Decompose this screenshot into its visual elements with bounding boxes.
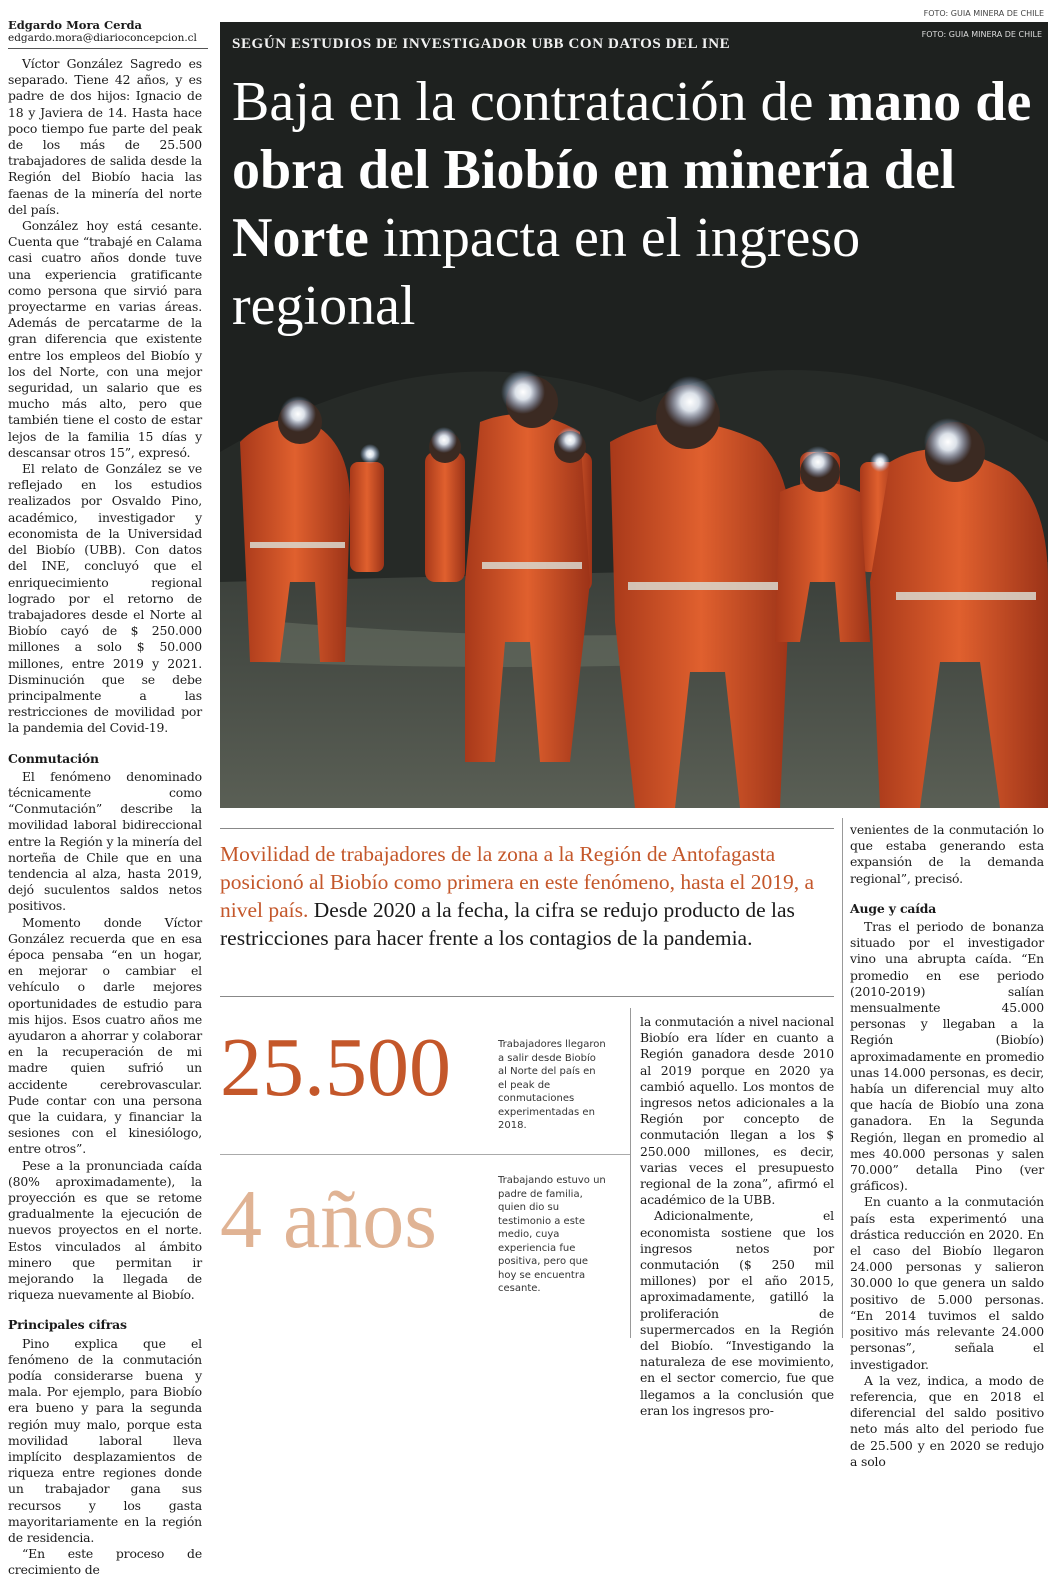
column-rule: [842, 818, 843, 1338]
paragraph: venientes de la conmutación lo que estaba generando esta expansión de la demanda regional”, precisó.: [850, 822, 1044, 886]
stat-caption-2: Trabajando estuvo un padre de familia, quien dio su testimonio a este medio, cuya experiencia fue positiva, pero que hoy se encuentra cesante.: [498, 1175, 606, 1294]
paragraph: Momento donde Víctor González recuerda que en esa época pensaba “en un hogar, en mejorar o cambiar el vehículo o darle mejores oportunidades de estudio para mis hijos. Esos cuatro años me ayudaron a ahorrar y colaborar en la recuperación de mi madre quien sufrió un accidente cerebrovascular. Pude contar con una persona que la cuidara, y financiar la sesiones con el kinesiólogo, entre otros”.: [8, 914, 202, 1157]
headline: [232, 68, 1032, 340]
lead-rest: Desde 2020 a la fecha, la cifra se redujo producto de las restricciones para hacer frente a los contagios de la pandemia.: [220, 898, 795, 950]
left-column: [8, 56, 202, 1579]
paragraph: En cuanto a la conmutación país esta experimentó una drástica reducción en 2020. En el caso del Biobío llegaron 24.000 personas y salieron 30.000 lo que genera un saldo positivo de 5.000 personas. “En 2014 tuvimos el saldo positivo más relevante 24.000 personas”, señala el investigador.: [850, 1194, 1044, 1372]
headline-bold: mano de obra del Biobío en minería del Norte: [232, 71, 1032, 269]
lead-deck: [220, 840, 832, 952]
kicker: SEGÚN ESTUDIOS DE INVESTIGADOR UBB CON DATOS DEL INE: [232, 36, 731, 52]
stat-divider: [220, 1154, 630, 1155]
author-email[interactable]: edgardo.mora@diarioconcepcion.cl: [8, 32, 208, 49]
headline-part-1: Baja en la contratación de: [232, 71, 814, 133]
right-column: [850, 822, 1044, 1470]
paragraph: El relato de González se ve reflejado en los estudios realizados por Osvaldo Pino, académico, investigador y economista de la Universidad del Biobío (UBB). Con datos del INE, concluyó que el enriquecimiento regional logrado por el retorno de trabajadores desde el Norte al Biobío cayó de $ 250.000 millones a solo $ 50.000 millones, entre 2019 y 2021. Disminución que se debe principalmente a las restricciones de movilidad por la pandemia del Covid-19.: [8, 461, 202, 736]
paragraph: “En este proceso de crecimiento de: [8, 1546, 202, 1578]
lead-top-rule: [220, 828, 834, 829]
paragraph: la conmutación a nivel nacional Biobío era líder en cuanto a Región ganadora desde 2010 al 2019 porque en 2020 ya cambió aquello. Los montos de ingresos netos adicionales a la Región por concepto de conmutación llegan a los $ 250.000 millones, es decir, varias veces el presupuesto regional de la zona”, afirmó el académico de la UBB.: [640, 1014, 834, 1208]
subheading-conmutacion: Conmutación: [8, 750, 99, 766]
stat-value-1: 25.500: [220, 1021, 451, 1114]
headline-part-2: impacta en el ingreso regional: [232, 207, 861, 337]
paragraph: El fenómeno denominado técnicamente como “Conmutación” describe la movilidad laboral bidireccional entre la Región y la minería del norteña de Chile que en una tendencia al alza, hasta 2019, dejó suculentos saldos netos positivos.: [8, 768, 202, 914]
column-rule: [630, 1008, 631, 1338]
lead-bottom-rule: [220, 996, 834, 997]
paragraph: A la vez, indica, a modo de referencia, que en 2018 el diferencial del saldo positivo neto más alto del periodo fue de 25.500 y en 2020 se redujo a solo: [850, 1372, 1044, 1469]
middle-column: [640, 1014, 834, 1419]
paragraph: González hoy está cesante. Cuenta que “trabajé en Calama casi cuatro años donde tuve una experiencia gratificante como persona que sirvió para proyectarme en varias áreas. Además de percatarme de la gran diferencia que existente entre los empleos del Biobío y los del Norte, con una mejor seguridad, un salario que es mucho más alto, pero que también tiene el costo de estar lejos de la familia 15 días y descansar otros 15”, expresó.: [8, 218, 202, 460]
byline: [8, 18, 208, 49]
stat-value-2: 4 años: [220, 1173, 437, 1266]
subheading-auge-y-caida: Auge y caída: [850, 900, 937, 916]
paragraph: Tras el periodo de bonanza situado por el investigador vino una abrupta caída. “En promedio en ese periodo (2010-2019) salían mensualmente 45.000 personas y llegaban a la Región (Biobío) aproximadamente en promedio unas 14.000 personas, es decir, había un diferencial muy alto que hacía de Biobío una zona ganadora. En la Segunda Región, llegan en promedio al mes 40.000 personas y salen 70.000” detalla Pino (ver gráficos).: [850, 919, 1044, 1194]
photo-credit: FOTO: GUIA MINERA DE CHILE: [921, 30, 1042, 39]
stat-caption-1: Trabajadores llegaron a salir desde Biobío al Norte del país en el peak de conmutaciones experimentadas en 2018.: [498, 1039, 606, 1131]
subheading-principales-cifras: Principales cifras: [8, 1317, 127, 1333]
paragraph: Víctor González Sagredo es separado. Tiene 42 años, y es padre de dos hijos: Ignacio de 18 y Javiera de 14. Hasta hace poco tiempo fue parte del peak de los más de 25.500 trabajadores de salida desde la Región del Biobío hacia las faenas de la minería del norte del país.: [8, 56, 202, 217]
paragraph: Pese a la pronunciada caída (80% aproximadamente), la proyección es que se retome gradualmente la ejecución de nuevos proyectos en el norte. Estos vinculados al ámbito minero que permitan ir mejorando la llegada de riqueza nuevamente al Biobío.: [8, 1157, 202, 1303]
author-name: Edgardo Mora Cerda: [8, 18, 143, 32]
paragraph: Pino explica que el fenómeno de la conmutación podía considerarse buena y mala. Por ejemplo, para Biobío era bueno y para la segunda región muy malo, porque esta movilidad laboral lleva implícito desplazamientos de riqueza entre regiones donde un trabajador gana sus recursos y los gasta mayoritariamente en la región de residencia.: [8, 1335, 202, 1546]
photo-credit-top: FOTO: GUIA MINERA DE CHILE: [923, 9, 1044, 18]
paragraph: Adicionalmente, el economista sostiene que los ingresos netos por conmutación ($ 250 mil millones) por el año 2015, aproximadamente, gatilló la proliferación de supermercados en la Región del Biobío. “Investigando la naturaleza de ese movimiento, en el sector comercio, fue que llegamos a la conclusión que eran los ingresos pro-: [640, 1208, 834, 1418]
lead-highlight: Movilidad de trabajadores de la zona a la Región de Antofagasta posicionó al Biobío como primera en este fenómeno, hasta el 2019, a nivel país.: [220, 842, 815, 922]
